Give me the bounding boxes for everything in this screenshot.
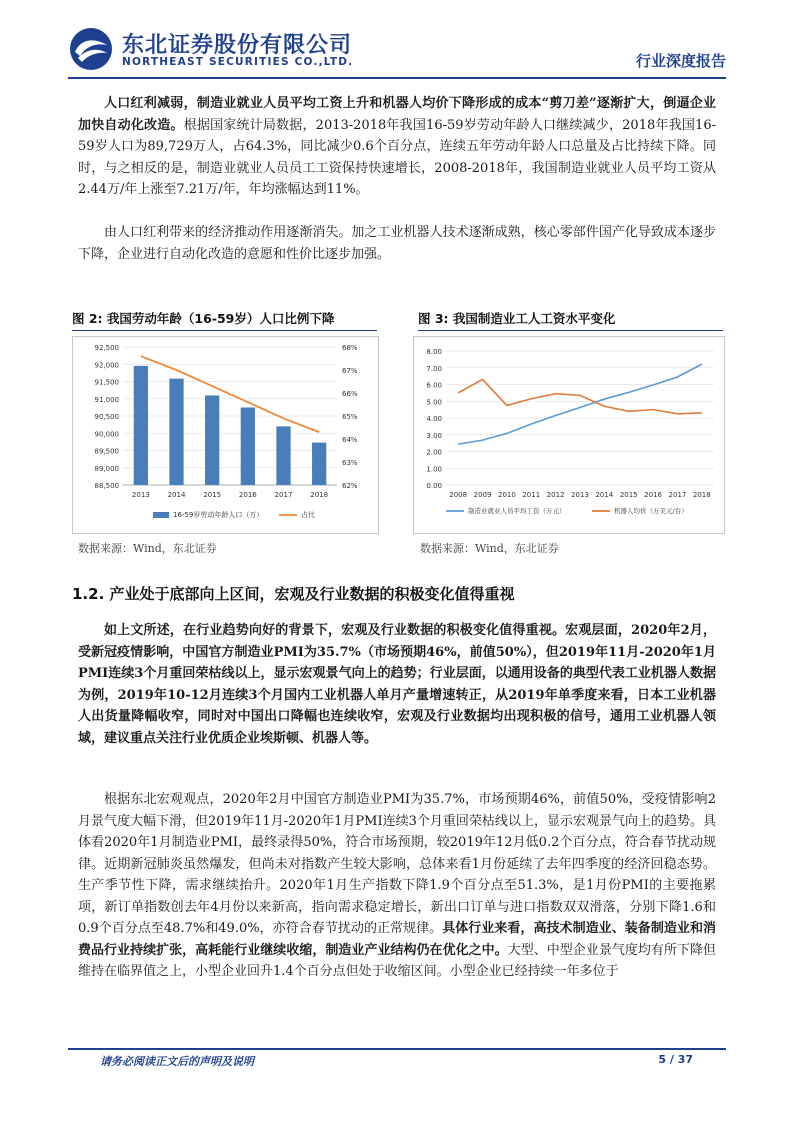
x-tick-label: 2014 — [167, 491, 186, 499]
y-left-tick-label: 89,000 — [94, 464, 119, 473]
y-left-tick-label: 91,000 — [94, 395, 119, 404]
population-bar — [169, 379, 183, 485]
company-logo-icon — [68, 26, 114, 72]
x-tick-label: 2010 — [497, 491, 516, 499]
section-body-bold: 具体行业来看，高技术制造业、装备制造业和消费品行业持续扩张，高耗能行业继续收缩，制造业产业结构仍在优化之中。 — [78, 921, 716, 958]
intro-body-text: 根据国家统计局数据，2013-2018年我国16-59岁劳动年龄人口继续减少，2018年我国16-59岁人口为89,729万人，占64.3%，同比减少0.6个百分点，连续五年劳动年龄人口总量及占比持续下降。同时，与之相反的是，制造业就业人员员工工资保持快速增长，2008-2018年，我国制造业就业人员平均工资从2.44万/年上涨至7.21万/年，年均涨幅达到11%。 — [78, 117, 716, 197]
disclaimer-note[interactable]: 请务必阅读正文后的声明及说明 — [100, 1055, 254, 1068]
y-tick-label: 8.00 — [426, 348, 442, 356]
section-paragraph-2 — [78, 789, 716, 983]
share-line — [141, 356, 319, 432]
y-right-tick-label: 62% — [342, 482, 358, 490]
population-bar — [205, 395, 219, 485]
header-divider — [68, 77, 726, 79]
y-right-tick-label: 65% — [342, 413, 358, 421]
x-tick-label: 2013 — [571, 491, 589, 499]
x-tick-label: 2008 — [449, 491, 468, 499]
population-bar — [276, 426, 290, 485]
company-name-cn: 东北证券股份有限公司 — [122, 33, 353, 58]
y-left-tick-label: 88,500 — [94, 482, 119, 490]
y-left-tick-label: 90,500 — [94, 413, 119, 421]
y-tick-label: 3.00 — [426, 431, 442, 440]
legend-bar-swatch — [153, 512, 169, 518]
company-name-en: NORTHEAST SECURITIES CO.,LTD. — [122, 56, 354, 68]
y-tick-label: 2.00 — [426, 448, 442, 457]
y-left-tick-label: 92,500 — [94, 344, 119, 352]
x-tick-label: 2012 — [546, 491, 565, 499]
population-bar — [312, 443, 326, 485]
x-tick-label: 2017 — [274, 491, 293, 499]
x-tick-label: 2016 — [238, 491, 257, 499]
y-tick-label: 0.00 — [426, 482, 442, 490]
legend-line-label: 占比 — [301, 511, 315, 519]
figure-3-source: 数据来源：Wind，东北证券 — [420, 542, 559, 555]
population-chart — [73, 337, 378, 533]
report-type-label: 行业深度报告 — [635, 52, 726, 70]
population-bar — [241, 407, 255, 485]
x-tick-label: 2009 — [473, 491, 492, 499]
intro-paragraph-2: 由人口红利带来的经济推动作用逐渐消失。加之工业机器人技术逐渐成熟，核心零部件国产化导致成本逐步下降，企业进行自动化改造的意愿和性价比逐步加强。 — [78, 225, 716, 262]
y-tick-label: 1.00 — [426, 465, 442, 474]
x-tick-label: 2017 — [668, 491, 687, 499]
section-bold-text: 如上文所述，在行业趋势向好的背景下，宏观及行业数据的积极变化值得重视。宏观层面，2020年2月，受新冠疫情影响，中国官方制造业PMI为35.7%（市场预期46%，前值50%），但2019年11月-2020年1月PMI连续3个月重回荣枯线以上，显示宏观景气向上的趋势；行业层面，以通用设备的典型代表工业机器人数据为例，2019年10-12月连续3个月国内工业机器人单月产量增速转正，从2019年单季度来看，日本工业机器人出货量降幅收窄，同时对中国出口降幅也连续收窄，宏观及行业数据均出现积极的信号，通用工业机器人领域，建议重点关注行业优质企业埃斯顿、机器人等。 — [78, 623, 716, 746]
section-title: 1.2. 产业处于底部向上区间，宏观及行业数据的积极变化值得重视 — [72, 585, 515, 603]
intro-paragraph — [78, 93, 716, 201]
population-bar — [134, 366, 148, 485]
y-tick-label: 7.00 — [426, 364, 442, 373]
y-left-tick-label: 89,500 — [94, 447, 119, 456]
figure-3-title: 图 3: 我国制造业工人工资水平变化 — [418, 308, 723, 331]
y-tick-label: 6.00 — [426, 381, 442, 390]
legend-bar-label: 16-59岁劳动年龄人口（万） — [173, 511, 264, 519]
x-tick-label: 2018 — [692, 491, 711, 499]
y-left-tick-label: 92,000 — [94, 361, 119, 370]
y-right-tick-label: 64% — [342, 436, 358, 444]
section-paragraph-1 — [78, 620, 716, 749]
wage-line — [458, 364, 702, 444]
legend-wage-label: 制造业就业人员平均工资（万元） — [468, 507, 566, 515]
y-tick-label: 4.00 — [426, 415, 442, 423]
y-tick-label: 5.00 — [426, 398, 442, 407]
intro-bold-text: 人口红利减弱，制造业就业人员平均工资上升和机器人均价下降形成的成本“剪刀差”逐渐扩大，倒逼企业加快自动化改造。 — [78, 96, 716, 133]
x-tick-label: 2018 — [310, 491, 329, 499]
x-tick-label: 2015 — [203, 491, 222, 499]
figure-2-frame — [72, 336, 379, 534]
x-tick-label: 2015 — [619, 491, 638, 499]
y-right-tick-label: 63% — [342, 459, 358, 467]
section-body-text: 根据东北宏观观点，2020年2月中国官方制造业PMI为35.7%，市场预期46%，前值50%，受疫情影响2月景气度大幅下滑，但2019年11月-2020年1月PMI连续3个月重回荣枯线以上，显示宏观景气向上的趋势。具体看2020年1月制造业PMI，最终录得50%，符合市场预期，较2019年12月低0.2个百分点，符合春节扰动规律。近期新冠肺炎虽然爆发，但尚未对指数产生较大影响，总体来看1月份延续了去年四季度的经济回稳态势。生产季节性下降，需求继续抬升。2020年1月生产指数下降1.9个百分点至51.3%，是1月份PMI的主要拖累项，新订单指数创去年4月份以来新高，指向需求稳定增长，新出口订单与进口指数双双滑落，分别下降1.6和0.9个百分点至48.7%和49.0%，亦符合春节扰动的正常规律。 — [78, 792, 716, 936]
x-tick-label: 2013 — [131, 491, 150, 499]
figure-2-source: 数据来源：Wind，东北证券 — [78, 542, 217, 555]
y-left-tick-label: 91,500 — [94, 378, 119, 387]
legend-price-label: 机器人均价（万美元/台） — [614, 507, 688, 515]
y-right-tick-label: 68% — [342, 344, 358, 352]
x-tick-label: 2014 — [595, 491, 614, 499]
section-body-tail: 大型、中型企业景气度均有所下降但维持在临界值之上，小型企业回升1.4个百分点但处于收缩区间。小型企业已经持续一年多位于 — [78, 942, 716, 979]
figure-2-title: 图 2: 我国劳动年龄（16-59岁）人口比例下降 — [72, 308, 377, 331]
wage-chart — [414, 337, 724, 533]
y-right-tick-label: 66% — [342, 390, 358, 398]
x-tick-label: 2016 — [644, 491, 663, 499]
x-tick-label: 2011 — [522, 491, 541, 499]
y-right-tick-label: 67% — [342, 367, 358, 375]
page-number: 5 / 37 — [658, 1053, 693, 1066]
footer-divider — [68, 1048, 726, 1050]
y-left-tick-label: 90,000 — [94, 430, 119, 439]
figure-3-frame — [413, 336, 725, 534]
